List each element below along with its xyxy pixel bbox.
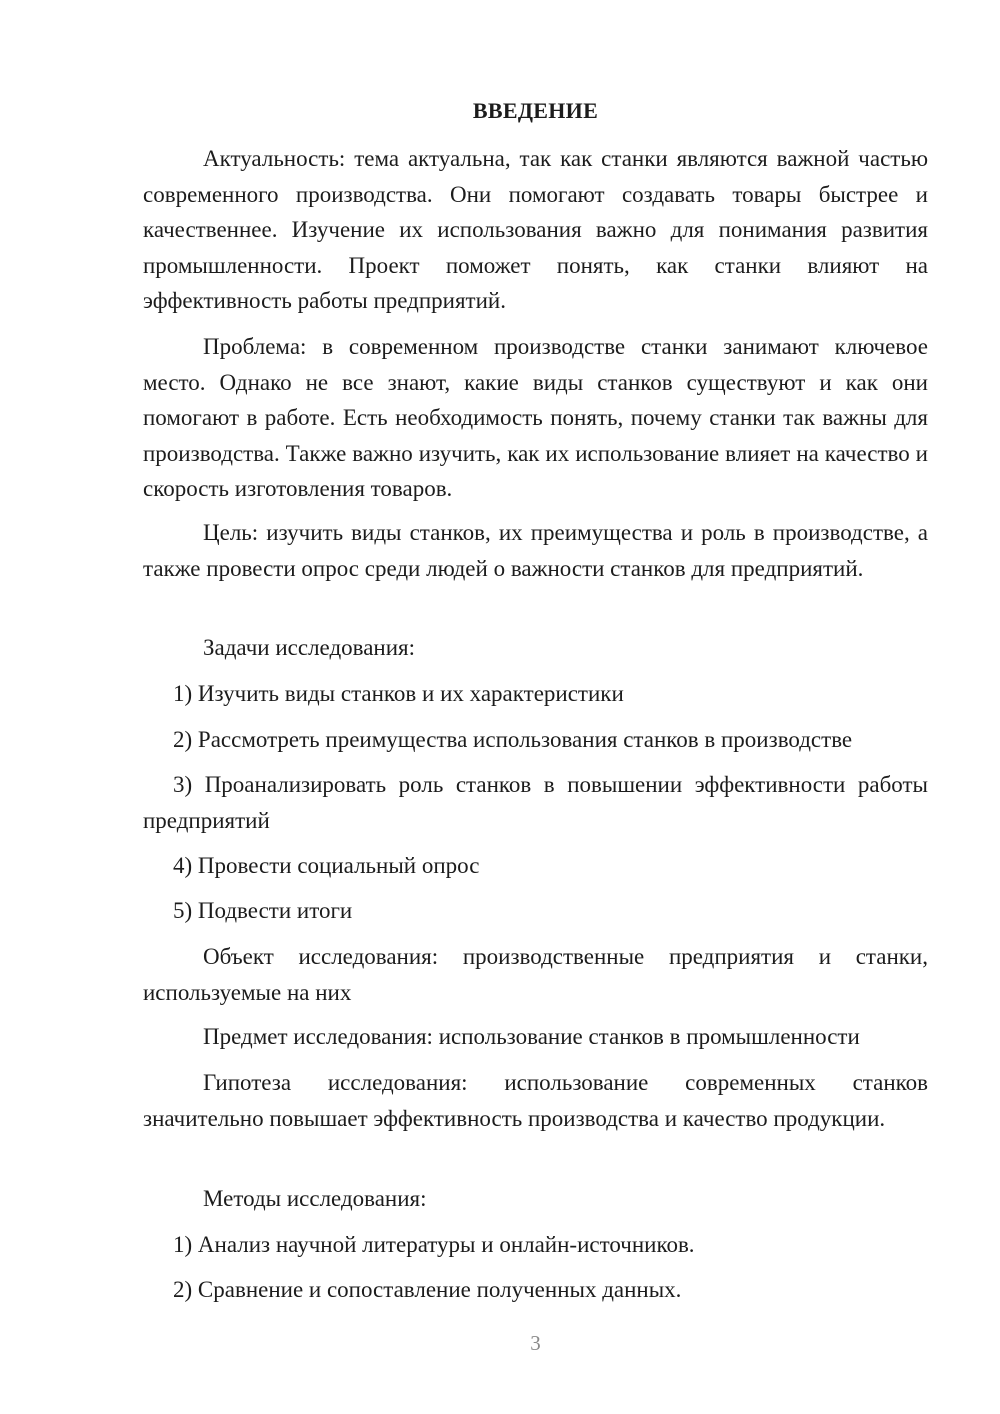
tasks-heading: Задачи исследования: (203, 635, 416, 660)
page-title: ВВЕДЕНИЕ (472, 98, 599, 123)
task-item-4: 4) Провести социальный опрос (173, 853, 480, 878)
paragraph-object: Объект исследования: производственные предприятия и станки, используемые на них (143, 944, 928, 1005)
task-item-1: 1) Изучить виды станков и их характеристики (173, 681, 624, 706)
paragraph-relevance: Актуальность: тема актуальна, так как станки являются важной частью современного производства. Они помогают создавать товары быстрее и качественнее. Изучение их использования важно для понимания развития промышленности. Проект поможет понять, как станки влияют на эффективность работы предприятий. (143, 146, 928, 313)
method-item-2: 2) Сравнение и сопоставление полученных данных. (173, 1277, 682, 1302)
document-page (143, 0, 928, 1414)
paragraph-problem: Проблема: в современном производстве станки занимают ключевое место. Однако не все знают, какие виды станков существуют и как они помогают в работе. Есть необходимость понять, почему станки так важны для производства. Также важно изучить, как их использование влияет на качество и скорость изготовления товаров. (143, 334, 928, 501)
task-item-5: 5) Подвести итоги (173, 898, 353, 923)
task-item-3: 3) Проанализировать роль станков в повышении эффективности работы предприятий (143, 772, 928, 833)
task-item-2: 2) Рассмотреть преимущества использования станков в производстве (173, 727, 853, 752)
paragraph-subject: Предмет исследования: использование станков в промышленности (203, 1024, 860, 1049)
paragraph-hypothesis: Гипотеза исследования: использование современных станков значительно повышает эффективность производства и качество продукции. (143, 1070, 928, 1131)
methods-heading: Методы исследования: (203, 1186, 427, 1211)
page-number: 3 (530, 1331, 541, 1355)
paragraph-goal: Цель: изучить виды станков, их преимущества и роль в производстве, а также провести опрос среди людей о важности станков для предприятий. (143, 520, 928, 581)
method-item-1: 1) Анализ научной литературы и онлайн-источников. (173, 1232, 695, 1257)
